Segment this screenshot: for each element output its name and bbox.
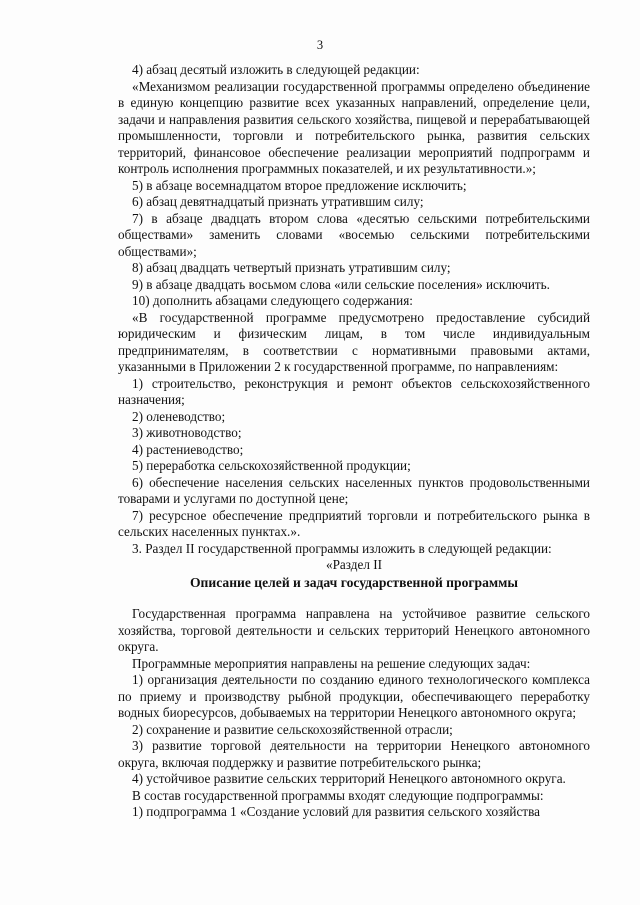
subprograms-intro: В состав государственной программы входят следующие подпрограммы: xyxy=(132,787,544,803)
subsidy-direction-4: 4) растениеводство; xyxy=(132,441,244,457)
document-body xyxy=(118,62,590,821)
amendment-item-7: 7) в абзаце двадцать втором слова «десятью сельскими потребительскими обществами» заменить словами «восемью сельскими потребительскими обществами»; xyxy=(118,210,590,259)
page-number: 3 xyxy=(316,38,324,52)
quoted-paragraph-subsidies: «В государственной программе предусмотрено предоставление субсидий юридическим и физическим лицам, в том числе индивидуальным предпринимателям, в соответствии с нормативными правовыми актами, указанными в Приложении 2 к государственной программе, по направлениям: xyxy=(118,309,590,374)
amendment-item-4: 4) абзац десятый изложить в следующей редакции: xyxy=(132,62,420,77)
program-goal-paragraph: Государственная программа направлена на устойчивое развитие сельского хозяйства, торговой деятельности и сельских территорий Ненецкого автономного округа. xyxy=(118,606,590,654)
section-title: Описание целей и задач государственной программы xyxy=(189,574,519,590)
amendment-item-6: 6) абзац девятнадцатый признать утратившим силу; xyxy=(132,194,424,209)
section-gap xyxy=(118,591,590,606)
quoted-paragraph-mechanism: «Механизмом реализации государственной программы определено объединение в единую концепцию развитие всех указанных направлений, определение цели, задачи и направления развития сельского хозяйства, пищевой и перерабатывающей промышленности, торговли и потребительского рынка, развития сельских территорий, финансовое обеспечение реализации мероприятий подпрограмм и контроль исполнения программных показателей, и их результативности.»; xyxy=(118,78,590,176)
program-task-2: 2) сохранение и развитие сельскохозяйственной отрасли; xyxy=(132,721,453,737)
amendment-item-10: 10) дополнить абзацами следующего содержания: xyxy=(132,293,413,308)
subsidy-direction-6: 6) обеспечение населения сельских населенных пунктов продовольственными товарами и услугами по доступной цене; xyxy=(118,474,590,506)
subsidy-direction-3: 3) животноводство; xyxy=(132,425,242,440)
amendment-item-9: 9) в абзаце двадцать восьмом слова «или сельские поселения» исключить. xyxy=(132,276,550,292)
subsidy-direction-1: 1) строительство, реконструкция и ремонт объектов сельскохозяйственного назначения; xyxy=(118,375,590,407)
subsidy-direction-2: 2) оленеводство; xyxy=(132,408,226,424)
amendment-item-8: 8) абзац двадцать четвертый признать утратившим силу; xyxy=(132,260,451,275)
program-task-3: 3) развитие торговой деятельности на территории Ненецкого автономного округа, включая поддержку и развитие потребительского рынка; xyxy=(118,738,590,770)
program-task-1: 1) организация деятельности по созданию единого технологического комплекса по приему и производству рыбной продукции, обеспечивающего переработку водных биоресурсов, добываемых на территории Ненецкого автономного округа; xyxy=(118,672,590,720)
amendment-item-5: 5) в абзаце восемнадцатом второе предложение исключить; xyxy=(132,177,467,193)
subsidy-direction-7: 7) ресурсное обеспечение предприятий торговли и потребительского рынка в сельских населенных пунктах.». xyxy=(118,507,590,539)
section-label: «Раздел II xyxy=(326,557,382,572)
amendment-section-3: 3. Раздел II государственной программы изложить в следующей редакции: xyxy=(132,540,552,556)
program-tasks-intro: Программные мероприятия направлены на решение следующих задач: xyxy=(132,655,531,671)
subsidy-direction-5: 5) переработка сельскохозяйственной продукции; xyxy=(132,458,411,473)
subprogram-1: 1) подпрограмма 1 «Создание условий для развития сельского хозяйства xyxy=(132,804,540,819)
program-task-4: 4) устойчивое развитие сельских территорий Ненецкого автономного округа. xyxy=(132,771,566,786)
